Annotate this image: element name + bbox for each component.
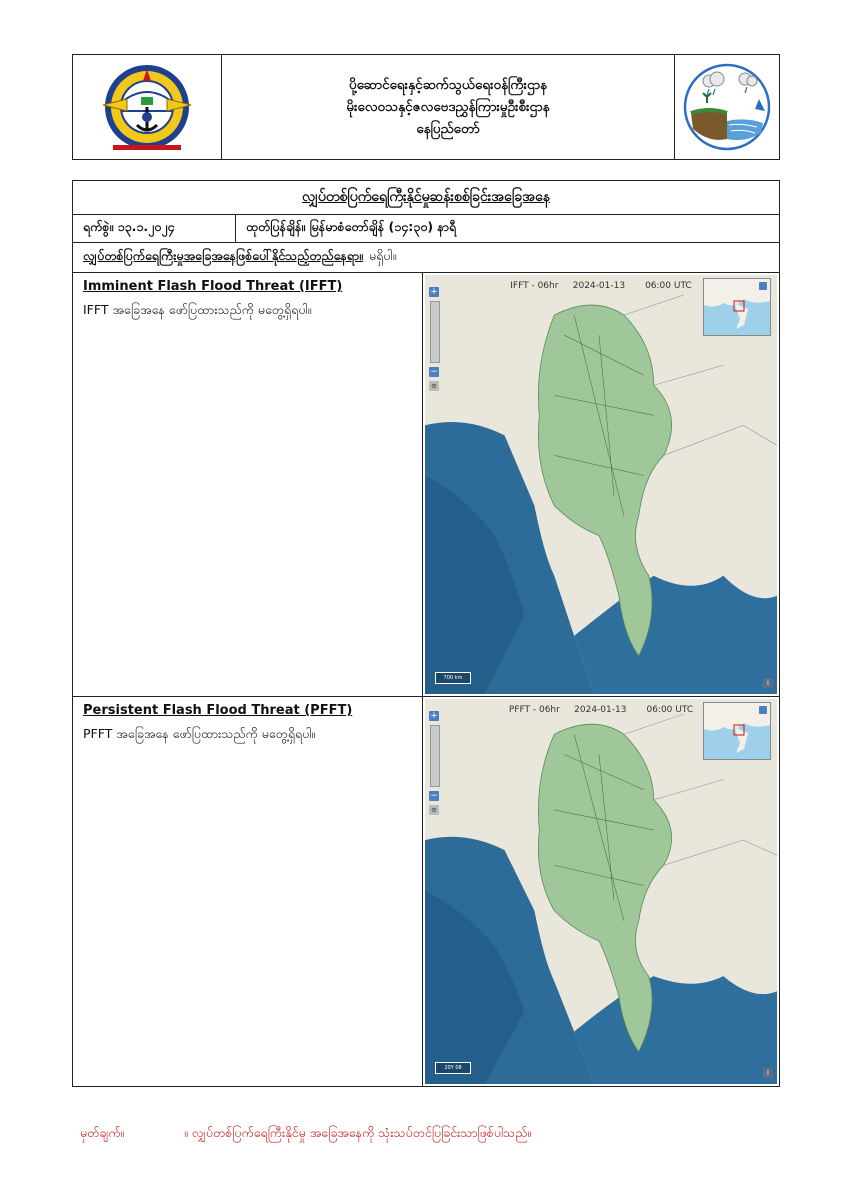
info-button[interactable]: i (763, 678, 773, 688)
pfft-title: Persistent Flash Flood Threat (PFFT) (83, 703, 353, 718)
inset-close-button[interactable] (759, 282, 767, 290)
ifft-text-cell (73, 273, 423, 696)
note-text: ။ လျှပ်တစ်ပြက်ရေကြီးနိုင်မှု အခြေအနေကို သုံးသပ်တင်ပြခြင်းသာဖြစ်ပါသည်။ (184, 1125, 532, 1140)
overview-inset-map[interactable] (703, 702, 771, 760)
ifft-title: Imminent Flash Flood Threat (IFFT) (83, 279, 343, 294)
ifft-description: IFFT အခြေအနေ ဖော်ပြထားသည်ကို မတွေ့ရှိရပါ။ (83, 302, 312, 317)
ifft-map-cell (423, 273, 779, 696)
scale-bar: 20Y 08 (435, 1062, 471, 1074)
city-name: နေပြည်တော် (416, 121, 480, 137)
zoom-slider[interactable] (430, 301, 440, 363)
ifft-panel (73, 273, 779, 697)
water-cycle-logo-icon (679, 59, 775, 155)
report-table (72, 180, 780, 1087)
report-title: လျှပ်တစ်ပြက်ရေကြီးနိုင်မှုဆန်းစစ်ခြင်းအခြေအနေ (302, 189, 550, 205)
department-logo-cell (674, 55, 779, 159)
inset-close-button[interactable] (759, 706, 767, 714)
pfft-description: PFFT အခြေအနေ ဖော်ပြထားသည်ကို မတွေ့ရှိရပါ။ (83, 726, 316, 741)
date-row (73, 215, 779, 243)
footer-note (80, 1125, 531, 1144)
zoom-in-button[interactable]: + (430, 287, 438, 297)
pfft-map[interactable] (425, 699, 777, 1084)
pfft-panel (73, 697, 779, 1086)
zoom-in-button[interactable]: + (430, 711, 438, 721)
info-button[interactable]: i (763, 1068, 773, 1078)
ifft-map-label: IFFT - 06hr 2024-01-13 06:00 UTC (510, 281, 692, 291)
pfft-map-cell (423, 697, 779, 1086)
department-name: မိုးလေဝသနှင့်ဇလဗေဒညွှန်ကြားမှုဦးစီးဌာန (346, 99, 550, 115)
letterhead-title (222, 55, 674, 159)
overview-inset-map[interactable] (703, 278, 771, 336)
pfft-text-cell (73, 697, 423, 1086)
note-label: မှတ်ချက်။ (80, 1125, 125, 1140)
issue-time: ထုတ်ပြန်ချိန်။ မြန်မာစံတော်ချိန် (၁၄:၃၀) နာရီ (246, 219, 457, 234)
zoom-reset-button[interactable]: ≡ (429, 805, 439, 815)
pfft-map-label: PFFT - 06hr 2024-01-13 06:00 UTC (508, 705, 694, 715)
zoom-slider[interactable] (430, 725, 440, 787)
letterhead (72, 54, 780, 160)
zoom-out-button[interactable]: − (430, 791, 438, 801)
ministry-name: ပို့ဆောင်ရေးနှင့်ဆက်သွယ်ရေးဝန်ကြီးဌာန (349, 77, 547, 93)
ministry-logo-cell (73, 55, 222, 159)
scale-bar: 700 km (435, 672, 471, 684)
report-date: ရက်စွဲ။ ၁၃.၁.၂၀၂၄ (73, 215, 236, 242)
location-row (73, 243, 779, 273)
ifft-map[interactable] (425, 275, 777, 694)
ministry-emblem-icon (93, 61, 201, 153)
zoom-out-button[interactable]: − (430, 367, 438, 377)
location-label: လျှပ်တစ်ပြက်ရေကြီးမှုအခြေအနေဖြစ်ပေါ်နိုင်သည့်တည်နေရာ။ (83, 248, 363, 263)
ifft-map-basemap (425, 275, 777, 694)
zoom-reset-button[interactable]: ≡ (429, 381, 439, 391)
report-title-row (73, 181, 779, 215)
location-value: မရှိပါ။ (368, 248, 397, 263)
